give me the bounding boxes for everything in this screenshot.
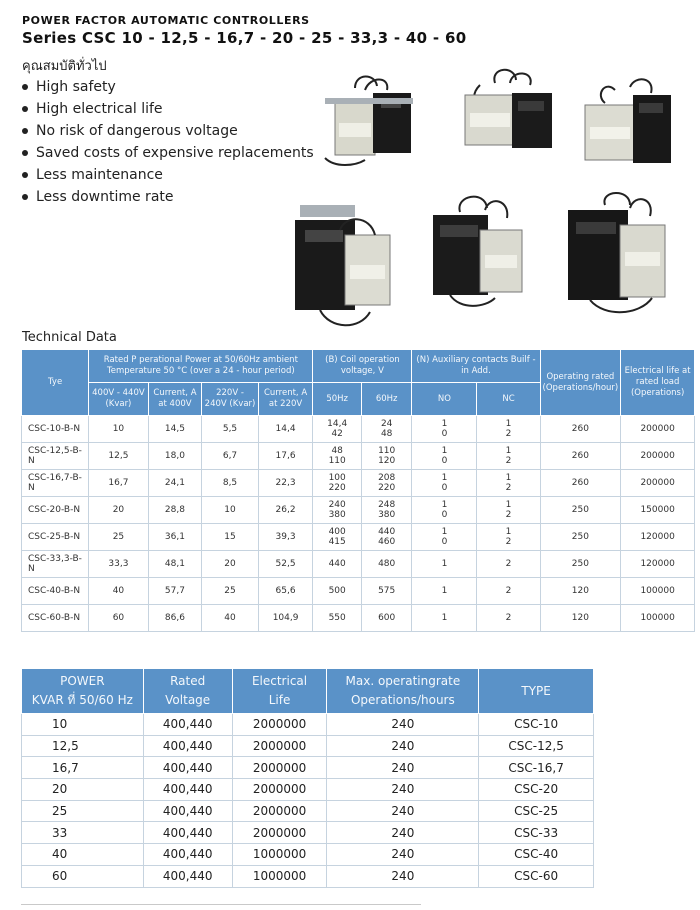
technical-data-table — [21, 349, 695, 632]
cell-60hz: 24 48 — [361, 416, 411, 443]
table-row — [22, 714, 594, 736]
feature-item: Less maintenance — [20, 164, 314, 186]
cell-no: 1 0 — [412, 416, 477, 443]
cell-voltage: 400,440 — [143, 757, 232, 779]
cell-type: CSC-16,7-B-N — [22, 470, 89, 497]
col-header-rated-group: Rated P perational Power at 50/60Hz ambient Temperature 50 °C (over a 24 - hour period) — [89, 350, 313, 383]
cell-kvar: 60 — [22, 865, 144, 887]
table-row — [22, 865, 594, 887]
col-header-rated-voltage: Rated Voltage — [143, 669, 232, 714]
cell-kvar220: 15 — [202, 524, 258, 551]
cell-electrical-life: 150000 — [621, 497, 695, 524]
contactor-photo-4 — [290, 200, 410, 340]
cell-current400: 36,1 — [148, 524, 202, 551]
col-header-type: Tye — [22, 350, 89, 416]
cell-50hz: 48 110 — [313, 443, 362, 470]
footer-divider — [21, 904, 421, 905]
cell-no: 1 0 — [412, 524, 477, 551]
col-header-current220: Current, A at 220V — [258, 383, 313, 416]
cell-current220: 26,2 — [258, 497, 313, 524]
cell-50hz: 14,4 42 — [313, 416, 362, 443]
cell-kvar: 12,5 — [22, 735, 144, 757]
cell-kvar: 16,7 — [22, 757, 144, 779]
table-row — [22, 822, 594, 844]
cell-current400: 57,7 — [148, 578, 202, 605]
cell-current220: 39,3 — [258, 524, 313, 551]
cell-type: CSC-33,3-B-N — [22, 551, 89, 578]
cell-current400: 48,1 — [148, 551, 202, 578]
cell-kvar400: 16,7 — [89, 470, 148, 497]
cell-voltage: 400,440 — [143, 865, 232, 887]
cell-kvar400: 60 — [89, 605, 148, 632]
bullet-icon — [22, 106, 28, 112]
cell-current220: 22,3 — [258, 470, 313, 497]
feature-item: High electrical life — [20, 98, 314, 120]
cell-life: 2000000 — [232, 800, 327, 822]
cell-current220: 14,4 — [258, 416, 313, 443]
cell-electrical-life: 100000 — [621, 605, 695, 632]
contactor-photo-6 — [560, 190, 680, 320]
cell-type: CSC-20 — [479, 779, 594, 801]
feature-item: High safety — [20, 76, 314, 98]
cell-electrical-life: 200000 — [621, 443, 695, 470]
cell-kvar: 33 — [22, 822, 144, 844]
cell-kvar400: 20 — [89, 497, 148, 524]
cell-electrical-life: 120000 — [621, 524, 695, 551]
cell-kvar400: 12,5 — [89, 443, 148, 470]
cell-voltage: 400,440 — [143, 779, 232, 801]
table-header-row — [22, 669, 594, 714]
cell-operating: 120 — [540, 578, 621, 605]
cell-electrical-life: 120000 — [621, 551, 695, 578]
cell-life: 2000000 — [232, 735, 327, 757]
feature-item: Saved costs of expensive replacements — [20, 142, 314, 164]
cell-voltage: 400,440 — [143, 822, 232, 844]
cell-kvar: 20 — [22, 779, 144, 801]
power-table — [21, 668, 594, 888]
table-row — [22, 844, 594, 866]
cell-electrical-life: 200000 — [621, 416, 695, 443]
col-header-electrical-life: Electrical life at rated load (Operations) — [621, 350, 695, 416]
cell-type: CSC-12,5-B-N — [22, 443, 89, 470]
cell-no: 1 — [412, 605, 477, 632]
col-header-power: POWER KVAR ที่ 50/60 Hz — [22, 669, 144, 714]
cell-current400: 14,5 — [148, 416, 202, 443]
cell-life: 2000000 — [232, 714, 327, 736]
table-row — [22, 779, 594, 801]
cell-50hz: 440 — [313, 551, 362, 578]
cell-life: 2000000 — [232, 757, 327, 779]
cell-current400: 28,8 — [148, 497, 202, 524]
table-row — [22, 605, 695, 632]
technical-data-title: Technical Data — [22, 330, 117, 345]
cell-current220: 52,5 — [258, 551, 313, 578]
table-row — [22, 800, 594, 822]
cell-ops: 240 — [327, 822, 479, 844]
cell-nc: 1 2 — [477, 416, 540, 443]
cell-nc: 1 2 — [477, 443, 540, 470]
bullet-icon — [22, 172, 28, 178]
cell-current400: 18,0 — [148, 443, 202, 470]
col-header-electrical-life: Electrical Life — [232, 669, 327, 714]
cell-60hz: 575 — [361, 578, 411, 605]
bullet-icon — [22, 128, 28, 134]
cell-60hz: 110 120 — [361, 443, 411, 470]
col-header-kvar400: 400V - 440V (Kvar) — [89, 383, 148, 416]
cell-kvar400: 25 — [89, 524, 148, 551]
cell-kvar400: 33,3 — [89, 551, 148, 578]
col-header-no: NO — [412, 383, 477, 416]
table-row — [22, 578, 695, 605]
features-list — [20, 76, 314, 208]
cell-type: CSC-10 — [479, 714, 594, 736]
cell-60hz: 600 — [361, 605, 411, 632]
col-header-nc: NC — [477, 383, 540, 416]
cell-kvar220: 20 — [202, 551, 258, 578]
cell-kvar: 10 — [22, 714, 144, 736]
cell-operating: 250 — [540, 497, 621, 524]
cell-operating: 250 — [540, 551, 621, 578]
cell-operating: 250 — [540, 524, 621, 551]
feature-item: Less downtime rate — [20, 186, 314, 208]
cell-type: CSC-60 — [479, 865, 594, 887]
cell-electrical-life: 100000 — [621, 578, 695, 605]
cell-voltage: 400,440 — [143, 735, 232, 757]
cell-kvar220: 40 — [202, 605, 258, 632]
table-header-row — [22, 350, 695, 383]
col-header-current400: Current, A at 400V — [148, 383, 202, 416]
bullet-icon — [22, 194, 28, 200]
cell-50hz: 500 — [313, 578, 362, 605]
cell-voltage: 400,440 — [143, 844, 232, 866]
header-title: POWER FACTOR AUTOMATIC CONTROLLERS — [22, 14, 310, 27]
cell-60hz: 440 460 — [361, 524, 411, 551]
cell-ops: 240 — [327, 757, 479, 779]
cell-60hz: 248 380 — [361, 497, 411, 524]
cell-voltage: 400,440 — [143, 714, 232, 736]
cell-type: CSC-33 — [479, 822, 594, 844]
product-photos — [290, 60, 690, 340]
col-header-max-operating: Max. operatingrate Operations/hours — [327, 669, 479, 714]
contactor-photo-5 — [425, 190, 535, 320]
cell-ops: 240 — [327, 865, 479, 887]
features-title: คุณสมบัติทั่วไป — [22, 59, 107, 74]
table-row — [22, 497, 695, 524]
cell-type: CSC-12,5 — [479, 735, 594, 757]
cell-60hz: 480 — [361, 551, 411, 578]
cell-kvar400: 40 — [89, 578, 148, 605]
cell-no: 1 — [412, 551, 477, 578]
cell-ops: 240 — [327, 800, 479, 822]
cell-operating: 260 — [540, 443, 621, 470]
col-header-operating: Operating rated (Operations/hour) — [540, 350, 621, 416]
cell-kvar400: 10 — [89, 416, 148, 443]
cell-current220: 17,6 — [258, 443, 313, 470]
header-series: Series CSC 10 - 12,5 - 16,7 - 20 - 25 - 33,3 - 40 - 60 — [22, 29, 467, 47]
col-header-50hz: 50Hz — [313, 383, 362, 416]
bullet-icon — [22, 84, 28, 90]
contactor-photo-2 — [450, 65, 565, 175]
col-header-kvar220: 220V - 240V (Kvar) — [202, 383, 258, 416]
bullet-icon — [22, 150, 28, 156]
table-row — [22, 470, 695, 497]
table-row — [22, 757, 594, 779]
cell-electrical-life: 200000 — [621, 470, 695, 497]
cell-life: 2000000 — [232, 822, 327, 844]
cell-kvar220: 8,5 — [202, 470, 258, 497]
contactor-photo-1 — [315, 68, 425, 178]
cell-nc: 1 2 — [477, 497, 540, 524]
col-header-type: TYPE — [479, 669, 594, 714]
cell-type: CSC-60-B-N — [22, 605, 89, 632]
col-header-coil-group: (B) Coil operation voltage, V — [313, 350, 412, 383]
cell-ops: 240 — [327, 735, 479, 757]
cell-no: 1 0 — [412, 497, 477, 524]
cell-type: CSC-25 — [479, 800, 594, 822]
cell-nc: 2 — [477, 578, 540, 605]
cell-type: CSC-25-B-N — [22, 524, 89, 551]
contactor-photo-3 — [575, 75, 685, 185]
table-row — [22, 443, 695, 470]
col-header-60hz: 60Hz — [361, 383, 411, 416]
cell-nc: 1 2 — [477, 470, 540, 497]
table-row — [22, 416, 695, 443]
cell-kvar: 25 — [22, 800, 144, 822]
cell-50hz: 240 380 — [313, 497, 362, 524]
cell-life: 1000000 — [232, 844, 327, 866]
cell-life: 1000000 — [232, 865, 327, 887]
cell-50hz: 400 415 — [313, 524, 362, 551]
cell-no: 1 0 — [412, 443, 477, 470]
table-row — [22, 735, 594, 757]
cell-nc: 2 — [477, 605, 540, 632]
cell-ops: 240 — [327, 779, 479, 801]
col-header-aux-group: (N) Auxiliary contacts Builf - in Add. — [412, 350, 540, 383]
cell-type: CSC-20-B-N — [22, 497, 89, 524]
cell-current220: 65,6 — [258, 578, 313, 605]
cell-operating: 260 — [540, 416, 621, 443]
cell-nc: 2 — [477, 551, 540, 578]
cell-60hz: 208 220 — [361, 470, 411, 497]
cell-kvar220: 5,5 — [202, 416, 258, 443]
cell-operating: 120 — [540, 605, 621, 632]
cell-ops: 240 — [327, 714, 479, 736]
cell-type: CSC-10-B-N — [22, 416, 89, 443]
cell-ops: 240 — [327, 844, 479, 866]
cell-current220: 104,9 — [258, 605, 313, 632]
cell-kvar220: 6,7 — [202, 443, 258, 470]
cell-50hz: 550 — [313, 605, 362, 632]
cell-kvar: 40 — [22, 844, 144, 866]
cell-current400: 24,1 — [148, 470, 202, 497]
cell-type: CSC-16,7 — [479, 757, 594, 779]
table-row — [22, 551, 695, 578]
cell-operating: 260 — [540, 470, 621, 497]
cell-nc: 1 2 — [477, 524, 540, 551]
feature-item: No risk of dangerous voltage — [20, 120, 314, 142]
cell-life: 2000000 — [232, 779, 327, 801]
cell-no: 1 0 — [412, 470, 477, 497]
cell-50hz: 100 220 — [313, 470, 362, 497]
cell-no: 1 — [412, 578, 477, 605]
cell-kvar220: 10 — [202, 497, 258, 524]
cell-voltage: 400,440 — [143, 800, 232, 822]
table-row — [22, 524, 695, 551]
cell-current400: 86,6 — [148, 605, 202, 632]
cell-kvar220: 25 — [202, 578, 258, 605]
cell-type: CSC-40 — [479, 844, 594, 866]
cell-type: CSC-40-B-N — [22, 578, 89, 605]
